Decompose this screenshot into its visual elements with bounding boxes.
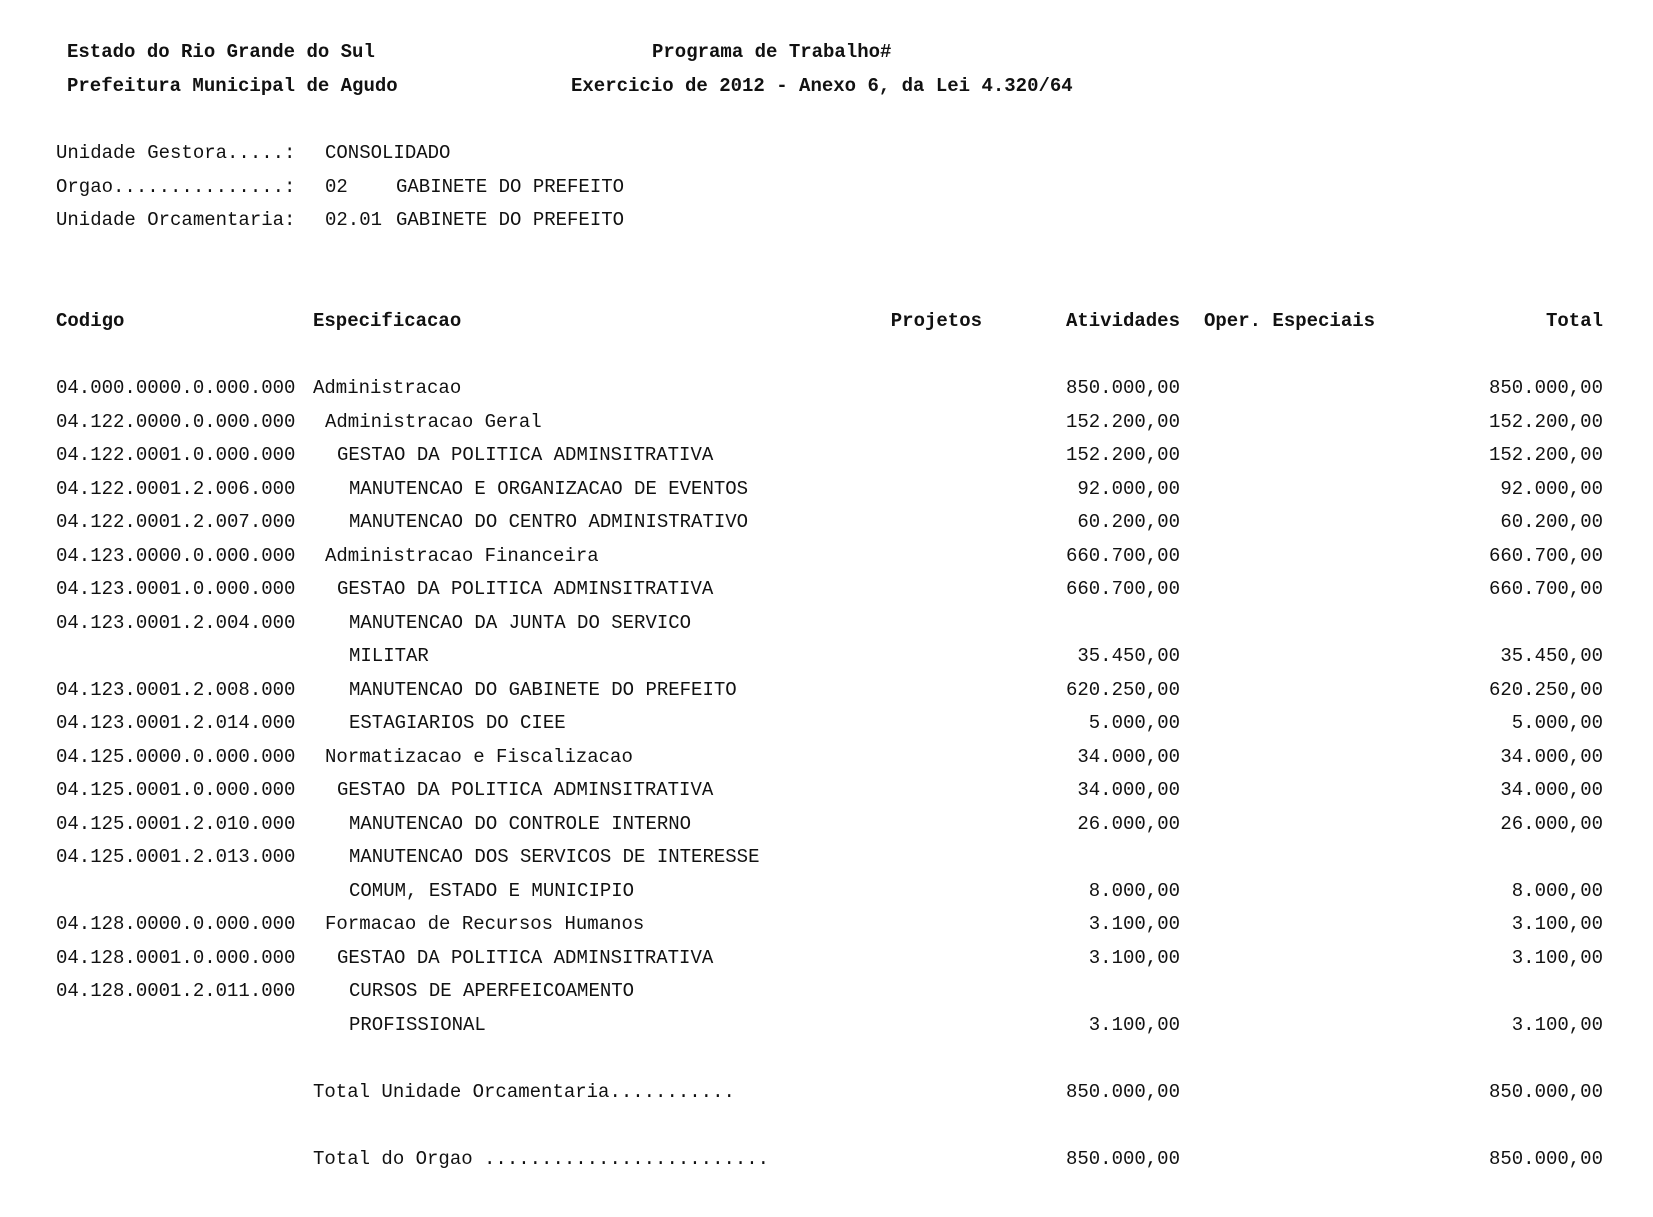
- row-codigo: 04.128.0000.0.000.000: [56, 913, 296, 935]
- row-atividades: 152.200,00: [1065, 444, 1180, 466]
- row-especificacao: MANUTENCAO DA JUNTA DO SERVICO: [349, 612, 692, 634]
- row-atividades: 34.000,00: [1077, 746, 1180, 768]
- row-atividades: 3.100,00: [1088, 947, 1180, 969]
- unidade-gestora-value: CONSOLIDADO: [325, 142, 451, 164]
- row-total: 3.100,00: [1511, 913, 1603, 935]
- exercise-title: Exercicio de 2012 - Anexo 6, da Lei 4.320/64: [571, 75, 1073, 97]
- row-total: 60.200,00: [1500, 511, 1603, 533]
- row-atividades: 850.000,00: [1065, 377, 1180, 399]
- row-especificacao: PROFISSIONAL: [349, 1014, 486, 1036]
- column-header-atividades: Atividades: [1065, 310, 1180, 332]
- total-orgao-total: 850.000,00: [1488, 1148, 1603, 1170]
- row-atividades: 34.000,00: [1077, 779, 1180, 801]
- row-codigo: 04.125.0001.2.013.000: [56, 846, 296, 868]
- row-codigo: 04.123.0000.0.000.000: [56, 545, 296, 567]
- row-codigo: 04.128.0001.2.011.000: [56, 980, 296, 1002]
- municipality-name: Prefeitura Municipal de Agudo: [67, 75, 398, 97]
- unidade-gestora-label: Unidade Gestora.....:: [56, 142, 296, 164]
- row-especificacao: ESTAGIARIOS DO CIEE: [349, 712, 566, 734]
- row-especificacao: GESTAO DA POLITICA ADMINSITRATIVA: [337, 578, 714, 600]
- row-especificacao: MANUTENCAO DO GABINETE DO PREFEITO: [349, 679, 737, 701]
- row-total: 660.700,00: [1488, 545, 1603, 567]
- column-header-codigo: Codigo: [56, 310, 125, 332]
- row-codigo: 04.125.0001.0.000.000: [56, 779, 296, 801]
- row-total: 3.100,00: [1511, 1014, 1603, 1036]
- row-codigo: 04.123.0001.2.014.000: [56, 712, 296, 734]
- row-especificacao: Administracao: [313, 377, 462, 399]
- total-orgao-atividades: 850.000,00: [1065, 1148, 1180, 1170]
- row-total: 34.000,00: [1500, 746, 1603, 768]
- row-atividades: 5.000,00: [1088, 712, 1180, 734]
- unidade-orcamentaria-name: GABINETE DO PREFEITO: [396, 209, 625, 231]
- row-atividades: 660.700,00: [1065, 578, 1180, 600]
- row-atividades: 92.000,00: [1077, 478, 1180, 500]
- row-total: 5.000,00: [1511, 712, 1603, 734]
- row-codigo: 04.000.0000.0.000.000: [56, 377, 296, 399]
- row-especificacao: Formacao de Recursos Humanos: [325, 913, 645, 935]
- row-atividades: 660.700,00: [1065, 545, 1180, 567]
- orgao-label: Orgao...............:: [56, 176, 296, 198]
- row-especificacao: MANUTENCAO DO CENTRO ADMINISTRATIVO: [349, 511, 749, 533]
- row-atividades: 26.000,00: [1077, 813, 1180, 835]
- row-codigo: 04.122.0001.2.006.000: [56, 478, 296, 500]
- column-header-total: Total: [1545, 310, 1603, 332]
- unidade-orcamentaria-code: 02.01: [325, 209, 383, 231]
- row-total: 26.000,00: [1500, 813, 1603, 835]
- row-codigo: 04.123.0001.2.004.000: [56, 612, 296, 634]
- row-especificacao: CURSOS DE APERFEICOAMENTO: [349, 980, 635, 1002]
- orgao-code: 02: [325, 176, 348, 198]
- row-total: 3.100,00: [1511, 947, 1603, 969]
- row-especificacao: MANUTENCAO DOS SERVICOS DE INTERESSE: [349, 846, 760, 868]
- state-name: Estado do Rio Grande do Sul: [67, 41, 375, 63]
- row-codigo: 04.125.0001.2.010.000: [56, 813, 296, 835]
- row-total: 850.000,00: [1488, 377, 1603, 399]
- row-atividades: 3.100,00: [1088, 1014, 1180, 1036]
- total-unidade-atividades: 850.000,00: [1065, 1081, 1180, 1103]
- row-total: 660.700,00: [1488, 578, 1603, 600]
- row-especificacao: Administracao Financeira: [325, 545, 599, 567]
- row-atividades: 8.000,00: [1088, 880, 1180, 902]
- column-header-oper-especiais: Oper. Especiais: [1204, 310, 1376, 332]
- row-total: 35.450,00: [1500, 645, 1603, 667]
- row-especificacao: Normatizacao e Fiscalizacao: [325, 746, 633, 768]
- row-codigo: 04.128.0001.0.000.000: [56, 947, 296, 969]
- row-total: 8.000,00: [1511, 880, 1603, 902]
- row-atividades: 35.450,00: [1077, 645, 1180, 667]
- program-title: Programa de Trabalho#: [652, 41, 892, 63]
- unidade-orcamentaria-label: Unidade Orcamentaria:: [56, 209, 296, 231]
- row-total: 620.250,00: [1488, 679, 1603, 701]
- row-total: 92.000,00: [1500, 478, 1603, 500]
- row-especificacao: COMUM, ESTADO E MUNICIPIO: [349, 880, 635, 902]
- row-especificacao: GESTAO DA POLITICA ADMINSITRATIVA: [337, 444, 714, 466]
- row-codigo: 04.123.0001.0.000.000: [56, 578, 296, 600]
- column-header-especificacao: Especificacao: [313, 310, 462, 332]
- total-unidade-label: Total Unidade Orcamentaria...........: [313, 1081, 735, 1103]
- row-especificacao: GESTAO DA POLITICA ADMINSITRATIVA: [337, 947, 714, 969]
- total-orgao-label: Total do Orgao .........................: [313, 1148, 770, 1170]
- row-especificacao: MANUTENCAO E ORGANIZACAO DE EVENTOS: [349, 478, 749, 500]
- column-header-projetos: Projetos: [890, 310, 982, 332]
- row-atividades: 60.200,00: [1077, 511, 1180, 533]
- row-especificacao: GESTAO DA POLITICA ADMINSITRATIVA: [337, 779, 714, 801]
- row-atividades: 620.250,00: [1065, 679, 1180, 701]
- row-especificacao: MILITAR: [349, 645, 429, 667]
- row-total: 152.200,00: [1488, 411, 1603, 433]
- row-atividades: 152.200,00: [1065, 411, 1180, 433]
- row-especificacao: Administracao Geral: [325, 411, 542, 433]
- total-unidade-total: 850.000,00: [1488, 1081, 1603, 1103]
- row-total: 34.000,00: [1500, 779, 1603, 801]
- row-atividades: 3.100,00: [1088, 913, 1180, 935]
- row-codigo: 04.122.0001.0.000.000: [56, 444, 296, 466]
- orgao-name: GABINETE DO PREFEITO: [396, 176, 625, 198]
- row-codigo: 04.125.0000.0.000.000: [56, 746, 296, 768]
- row-codigo: 04.122.0000.0.000.000: [56, 411, 296, 433]
- row-especificacao: MANUTENCAO DO CONTROLE INTERNO: [349, 813, 692, 835]
- row-total: 152.200,00: [1488, 444, 1603, 466]
- row-codigo: 04.123.0001.2.008.000: [56, 679, 296, 701]
- row-codigo: 04.122.0001.2.007.000: [56, 511, 296, 533]
